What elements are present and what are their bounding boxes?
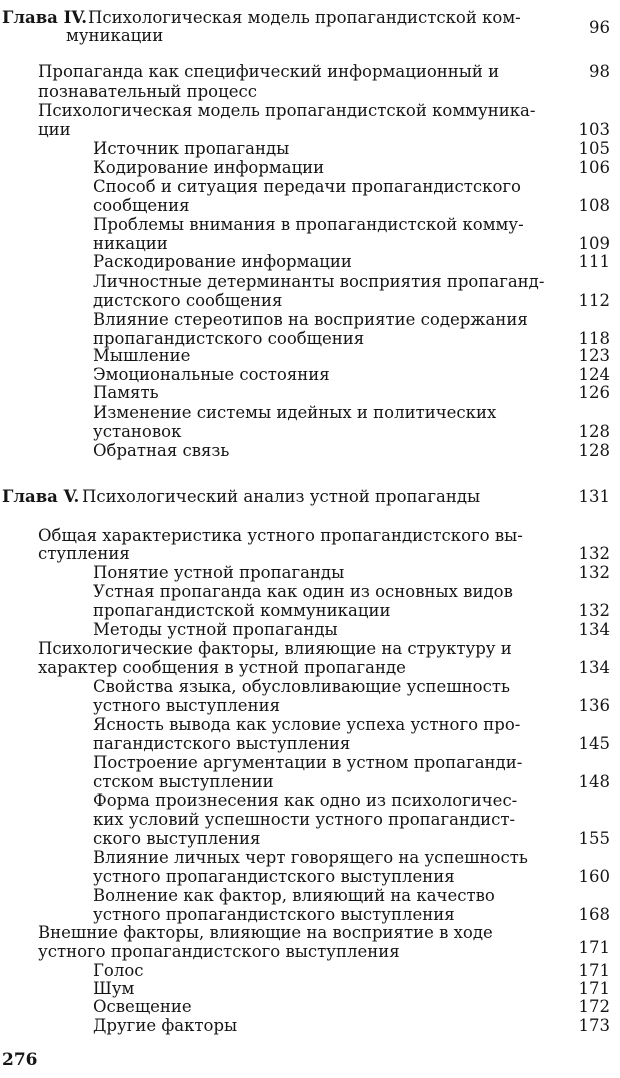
page-number: 118 — [578, 329, 610, 348]
page-number: 148 — [578, 772, 610, 791]
page-number: 109 — [578, 234, 610, 253]
page-number: 136 — [578, 696, 610, 715]
page-number: 108 — [578, 196, 610, 215]
page-number: 132 — [578, 601, 610, 620]
page-number: 96 — [589, 18, 610, 37]
page-number: 171 — [578, 961, 610, 980]
page-number: 105 — [578, 139, 610, 158]
page-number: 106 — [578, 158, 610, 177]
page-number: 111 — [578, 252, 610, 271]
page-number: 171 — [578, 979, 610, 998]
page-number: 132 — [578, 544, 610, 563]
page-number: 123 — [578, 346, 610, 365]
folio-page-number: 276 — [2, 1050, 38, 1070]
page-number: 112 — [578, 291, 610, 310]
page-number: 145 — [578, 734, 610, 753]
page-number: 128 — [578, 441, 610, 460]
page-number: 168 — [578, 905, 610, 924]
page-number: 160 — [578, 867, 610, 886]
page-number: 173 — [578, 1016, 610, 1035]
toc-page: Глава IV. Психологическая модель пропагандистской ком- муникации 96 Пропаганда как специфический информационный и 98 познавательный процесс Психологическая модель пропагандистской коммуника- ции 103 Источник пропаганды 105 Кодирование информации 106 Способ и ситуация передачи пропагандистского сообщения 108 Проблемы внимания в пропагандистской комму- никации 109 Раскодирование информации 111 Личностные детерминанты восприятия пропаганд- дистского сообщения 112 Влияние стереотипов на восприятие содержания пропагандистского сообщения 118 Мышление 123 Эмоциональные состояния 124 Память 126 Изменение системы идейных и политических установок 128 Обратная связь 128 Глава V. Психологический анализ устной пропаганды 131 Общая характеристика устного пропагандистского вы- ступления 132 Понятие устной пропаганды 132 Устная пропаганда как один из основных видов пропагандистской коммуникации 132 Методы устной пропаганды 134 Психологические факторы, влияющие на структуру и характер сообщения в устной пропаганде 134 Свойства языка, обусловливающие успешность устного выступления 136 Ясность вывода как условие успеха устного про- пагандистского выступления 145 Построение аргументации в устном пропаганди- стском выступлении 148 Форма произнесения как одно из психологичес- ких условий успешности устного пропагандист- ского выступления 155 Влияние личных черт говорящего на успешность устного пропагандистского выступления 160 Волнение как фактор, влияющий на качество устного пропагандистского выступления 168 Внешние факторы, влияющие на восприятие в ходе устного пропагандистского выступления 171 Голос 171 Шум 171 Освещение 172 Другие факторы 173 276 — [2, 8, 610, 1070]
page-number: 155 — [578, 829, 610, 848]
page-number: 172 — [578, 997, 610, 1016]
page-number: 98 — [589, 62, 610, 81]
page-number: 131 — [578, 487, 610, 506]
page-number: 134 — [578, 658, 610, 677]
page-number: 126 — [578, 383, 610, 402]
page-number: 103 — [578, 120, 610, 139]
page-number: 124 — [578, 365, 610, 384]
page-number: 171 — [578, 938, 610, 957]
page-number: 134 — [578, 620, 610, 639]
page-number: 132 — [578, 563, 610, 582]
page-number: 128 — [578, 422, 610, 441]
